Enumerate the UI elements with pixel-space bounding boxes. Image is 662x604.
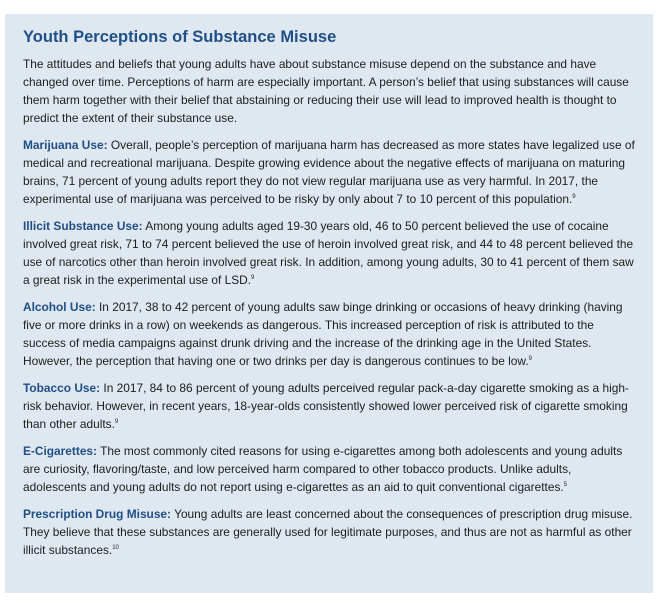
section-e-cigarettes xyxy=(23,442,637,496)
footnote-ref: 9 xyxy=(572,194,576,200)
section-heading: E-Cigarettes: xyxy=(23,444,98,458)
footnote-ref: 9 xyxy=(528,356,533,362)
section-alcohol xyxy=(23,298,637,370)
section-prescription-drug xyxy=(23,505,637,559)
section-text: In 2017, 84 to 86 percent of young adults perceived regular pack-a-day cigarette smoking as a high-risk behavior. However, in recent years, 18-year-olds consistently showed lower perceived risk of cigarette smoking than other adults. xyxy=(23,381,629,431)
section-heading: Marijuana Use: xyxy=(23,138,108,152)
section-text: Overall, people’s perception of marijuana harm has decreased as more states have legalized use of medical and recreational marijuana. Despite growing evidence about the negative effects of marijuana on maturing brains, 71 percent of young adults report they do not view regular marijuana use as very harmful. In 2017, the experimental use of marijuana was perceived to be risky by only about 7 to 10 percent of this population. xyxy=(23,138,635,206)
section-text: Young adults are least concerned about the consequences of prescription drug misuse. They believe that these substances are generally used for legitimate purposes, and thus are not as harmful as other illicit substances. xyxy=(23,507,633,557)
section-heading: Illicit Substance Use: xyxy=(23,219,143,233)
section-text: Among young adults aged 19-30 years old, 46 to 50 percent believed the use of cocaine involved great risk, 71 to 74 percent believed the use of heroin involved great risk, and 44 to 48 percent believed the use of narcotics other than heroin involved great risk. In addition, among young adults, 30 to 41 percent of them saw a great risk in the experimental use of LSD. xyxy=(23,219,634,287)
footnote-ref: 9 xyxy=(251,275,255,281)
sidebar-box xyxy=(5,14,653,593)
intro-paragraph: The attitudes and beliefs that young adults have about substance misuse depend on the substance and have changed over time. Perceptions of harm are especially important. A person’s belief that using substances will cause them harm together with their belief that abstaining or reducing their use will lead to improved health is thought to predict the extent of their substance use. xyxy=(23,57,629,125)
footnote-ref: 10 xyxy=(112,545,119,551)
section-text: In 2017, 38 to 42 percent of young adults saw binge drinking or occasions of heavy drinking (having five or more drinks in a row) on weekends as dangerous. This increased perception of risk is attributed to the success of media campaigns against drunk driving and the increase of the drinking age in the United States. However, the perception that having one or two drinks per day is dangerous continues to be low. xyxy=(23,300,623,368)
section-marijuana xyxy=(23,136,637,208)
section-heading: Alcohol Use: xyxy=(23,300,96,314)
section-tobacco xyxy=(23,379,637,433)
box-title: Youth Perceptions of Substance Misuse xyxy=(23,28,337,46)
footnote-ref: 9 xyxy=(114,419,119,425)
footnote-ref: 5 xyxy=(563,482,568,488)
section-text: The most commonly cited reasons for using e-cigarettes among both adolescents and young adults are curiosity, flavoring/taste, and low perceived harm compared to other tobacco products. Unlike adults, adolescents and young adults do not report using e-cigarettes as an aid to quit conventional cigarettes. xyxy=(23,444,623,494)
section-heading: Tobacco Use: xyxy=(23,381,101,395)
section-illicit-substance xyxy=(23,217,637,289)
section-heading: Prescription Drug Misuse: xyxy=(23,507,172,521)
